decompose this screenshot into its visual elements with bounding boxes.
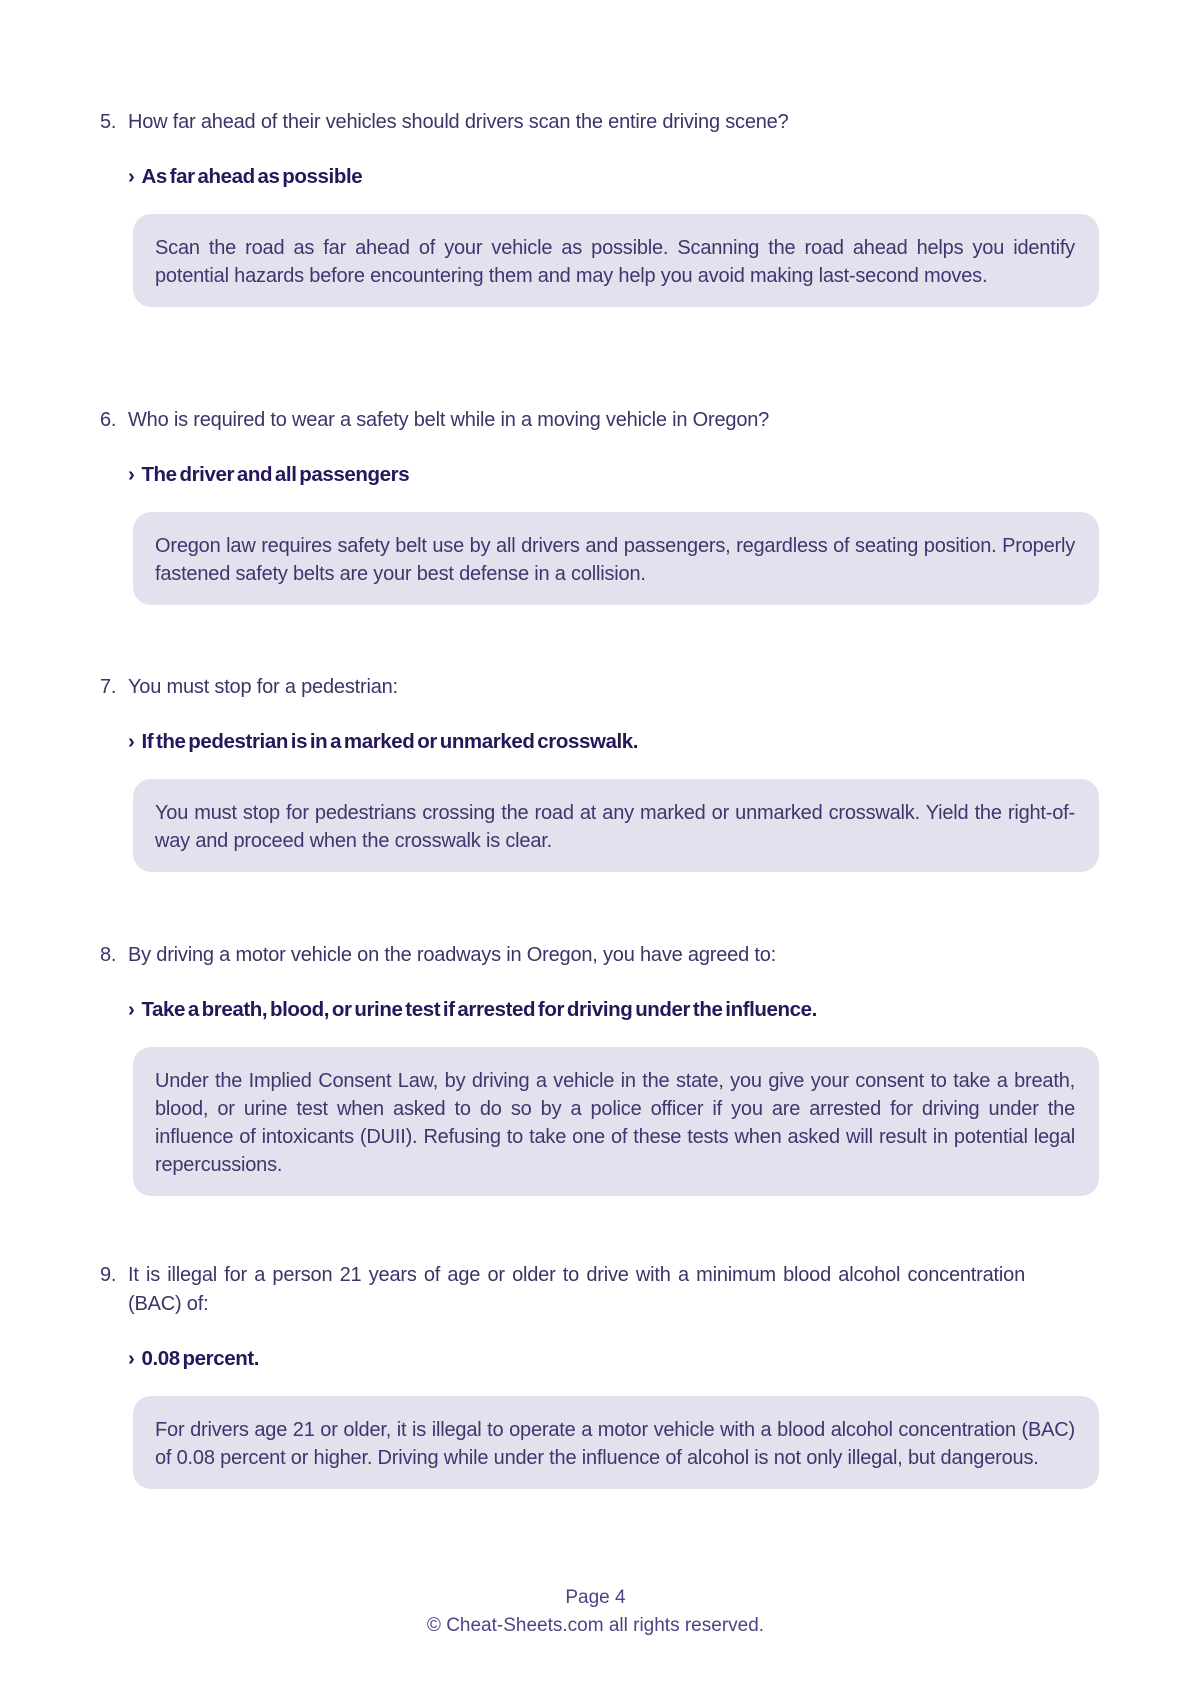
question-row [100, 1261, 1100, 1319]
question-row [100, 941, 1100, 970]
question-number: 5. [100, 111, 117, 133]
explanation-box: You must stop for pedestrians crossing the road at any marked or unmarked crosswalk. Yield the right-of-way and proceed when the crosswalk is clear. [133, 779, 1099, 872]
answer-row [128, 460, 1100, 489]
answer-row [128, 1344, 1100, 1373]
explanation-box: Oregon law requires safety belt use by all drivers and passengers, regardless of seating position. Properly fastened safety belts are your best defense in a collision. [133, 512, 1099, 605]
answer-row [128, 162, 1100, 191]
question-block-6 [100, 406, 1100, 605]
question-text: How far ahead of their vehicles should drivers scan the entire driving scene? [128, 111, 789, 133]
answer-text: Take a breath, blood, or urine test if arrested for driving under the influence. [141, 998, 817, 1021]
answer-text: The driver and all passengers [141, 463, 410, 486]
explanation-box: For drivers age 21 or older, it is illegal to operate a motor vehicle with a blood alcohol concentration (BAC) of 0.08 percent or higher. Driving while under the influence of alcohol is not only illegal, but dangerous. [133, 1396, 1099, 1489]
question-number: 7. [100, 676, 117, 698]
copyright-text: © Cheat-Sheets.com all rights reserved. [426, 1615, 765, 1636]
answer-row [128, 727, 1100, 756]
chevron-right-icon: › [128, 998, 135, 1021]
chevron-right-icon: › [128, 165, 135, 188]
question-block-5 [100, 108, 1100, 307]
answer-text: As far ahead as possible [141, 165, 363, 188]
question-text: By driving a motor vehicle on the roadways in Oregon, you have agreed to: [128, 944, 776, 966]
question-number: 9. [100, 1264, 117, 1286]
chevron-right-icon: › [128, 1347, 135, 1370]
question-text: Who is required to wear a safety belt while in a moving vehicle in Oregon? [128, 409, 770, 431]
page-number-label: Page 4 [565, 1587, 626, 1608]
question-block-7 [100, 673, 1100, 872]
question-text: It is illegal for a person 21 years of age or older to drive with a minimum blood alcohol concentration (BAC) of: [128, 1264, 1025, 1315]
question-block-8 [100, 941, 1100, 1196]
answer-row [128, 995, 1100, 1024]
answer-text: If the pedestrian is in a marked or unmarked crosswalk. [141, 730, 639, 753]
chevron-right-icon: › [128, 463, 135, 486]
page-footer [0, 1584, 1191, 1640]
question-text: You must stop for a pedestrian: [128, 676, 398, 698]
explanation-box: Under the Implied Consent Law, by driving a vehicle in the state, you give your consent to take a breath, blood, or urine test when asked to do so by a police officer if you are arrested for driving under the influence of intoxicants (DUII). Refusing to take one of these tests when asked will result in potential legal repercussions. [133, 1047, 1099, 1196]
question-row [100, 673, 1100, 702]
explanation-box: Scan the road as far ahead of your vehicle as possible. Scanning the road ahead helps you identify potential hazards before encountering them and may help you avoid making last-second moves. [133, 214, 1099, 307]
question-block-9 [100, 1261, 1100, 1489]
question-number: 6. [100, 409, 117, 431]
question-number: 8. [100, 944, 117, 966]
question-row [100, 406, 1100, 435]
chevron-right-icon: › [128, 730, 135, 753]
answer-text: 0.08 percent. [141, 1347, 260, 1370]
question-row [100, 108, 1100, 137]
